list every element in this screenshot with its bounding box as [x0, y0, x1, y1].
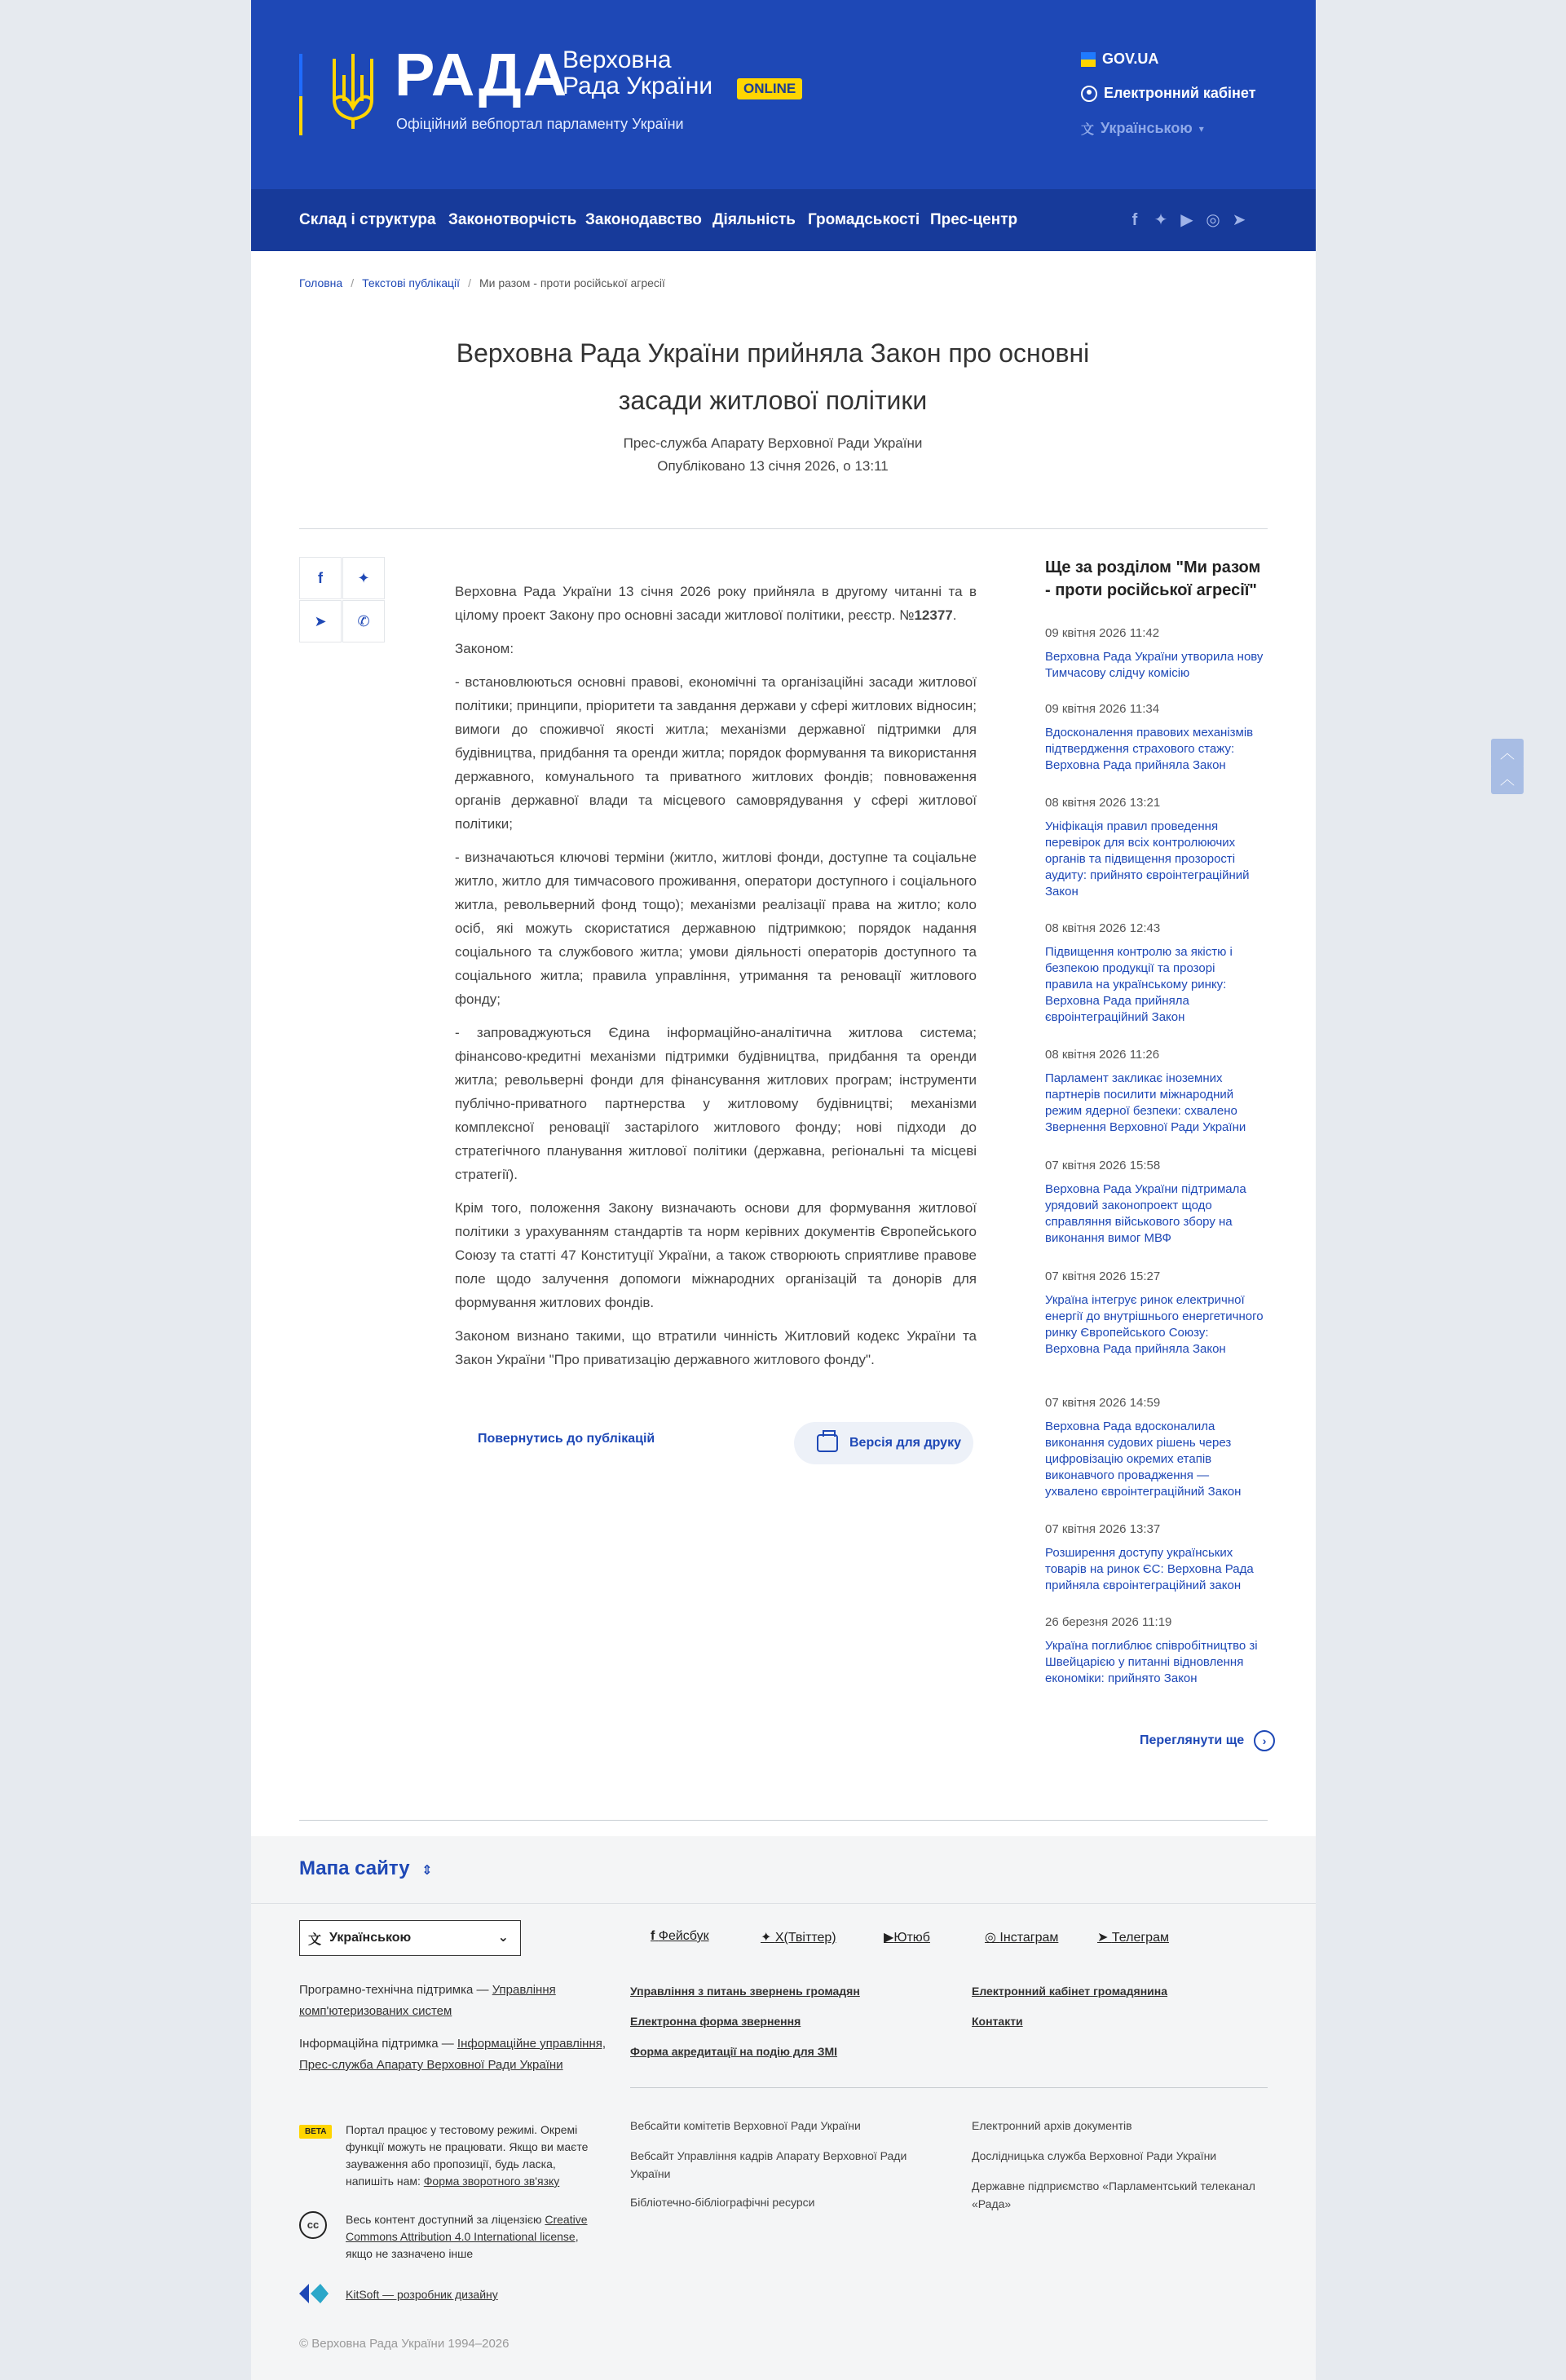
sidebar-news-item: [1045, 1269, 1265, 1358]
page-title: [365, 329, 1180, 424]
article-author: Прес-служба Апарату Верховної Ради України: [623, 435, 923, 451]
govua-flag-icon: [1081, 52, 1096, 67]
sidebar-news-date: 26 березня 2026 11:19: [1045, 1615, 1172, 1629]
chevron-down-icon: ⌄: [497, 1931, 509, 1945]
sidebar-news-item: [1045, 1047, 1265, 1136]
sidebar-news-link[interactable]: Вдосконалення правових механізмів підтвердження страхового стажу: Верховна Рада прийняла Закон: [1045, 726, 1254, 772]
trident-icon[interactable]: [328, 51, 378, 132]
sidebar-news-link[interactable]: Розширення доступу українських товарів на ринок ЄС: Верховна Рада прийняла євроінтеграційний закон: [1045, 1546, 1254, 1592]
sidebar-news-date: 08 квітня 2026 12:43: [1045, 921, 1161, 935]
footer-twitter-link[interactable]: ✦ X(Твіттер): [761, 1931, 836, 1945]
share-block: [299, 557, 386, 643]
sidebar-news-date: 07 квітня 2026 13:37: [1045, 1522, 1161, 1536]
govua-label: GOV.UA: [1102, 51, 1159, 67]
beta-badge: BETA: [299, 2125, 332, 2139]
sidebar-news-link[interactable]: Україна поглиблює співробітництво зі Швейцарією у питанні відновлення економіки: прийнято Закон: [1045, 1639, 1258, 1685]
sidebar-news-item: [1045, 625, 1265, 682]
info-support-link[interactable]: Інформаційне управління, Прес-служба Апарату Верховної Ради України: [299, 2037, 607, 2072]
telegram-icon[interactable]: ➤: [1232, 211, 1246, 229]
page: [251, 0, 1316, 2380]
divider: [251, 1903, 1316, 1904]
user-icon: [1081, 86, 1097, 102]
footer-link-committees[interactable]: Вебсайти комітетів Верховної Ради України: [630, 2119, 861, 2132]
youtube-icon[interactable]: ▶: [1180, 211, 1193, 229]
sitemap-label: Мапа сайту: [299, 1857, 410, 1879]
scroll-top-button[interactable]: ︿: [1491, 765, 1524, 794]
footer-language-label: Українською: [329, 1931, 412, 1945]
nav-item-activity[interactable]: Діяльність: [712, 211, 796, 228]
article-paragraph: - встановлюються основні правові, економічні та організаційні засади житлової політики; принципи, пріоритети та завдання держави у сфері житлових відносин; вимоги до споживчої якості житла; механізми державної підтримки для будівництва, придбання та оренди житла; порядок формування та використання державного, комунального та приватного житлових фондів; повноваження органів державної влади та місцевого самоврядування у сфері житлової політики;: [455, 674, 977, 832]
nav-item-press[interactable]: Прес-центр: [930, 211, 1018, 228]
arrow-right-icon: ›: [1254, 1730, 1275, 1751]
see-more-label: Переглянути ще: [1140, 1733, 1245, 1747]
license-link[interactable]: Creative Commons Attribution 4.0 International license: [346, 2213, 588, 2243]
sidebar-news-link[interactable]: Парламент закликає іноземних партнерів посилити міжнародний режим ядерної безпеки: схвалено Звернення Верховної Ради України: [1045, 1071, 1246, 1134]
footer-instagram-link[interactable]: ◎ Інстаграм: [985, 1931, 1059, 1945]
nav-item-structure[interactable]: Склад і структура: [299, 211, 436, 228]
cabinet-label: Електронний кабінет: [1104, 85, 1256, 101]
footer-link-hr[interactable]: Вебсайт Управління кадрів Апарату Верховної Ради України: [630, 2149, 907, 2180]
flag-stripe-yellow: [299, 96, 302, 135]
footer-link-contacts[interactable]: Контакти: [972, 2015, 1023, 2028]
divider: [299, 528, 1268, 529]
sidebar-news-date: 07 квітня 2026 15:27: [1045, 1269, 1161, 1283]
site-header: [251, 0, 1316, 189]
tech-support-link[interactable]: Управління комп'ютеризованих систем: [299, 1983, 556, 2018]
sitemap-toggle[interactable]: [299, 1857, 433, 1880]
logo-title-line1: Верховна: [562, 46, 672, 73]
share-twitter-icon[interactable]: ✦: [342, 557, 385, 599]
breadcrumb-home[interactable]: Головна: [299, 276, 343, 289]
creative-commons-icon: cc: [299, 2211, 327, 2239]
tech-support-text: Програмно-технічна підтримка — Управління комп'ютеризованих систем: [299, 1983, 556, 2018]
share-telegram-icon[interactable]: ➤: [299, 600, 342, 642]
footer-link-archive[interactable]: Електронний архів документів: [972, 2119, 1132, 2132]
sidebar-news-item: [1045, 1158, 1265, 1247]
sidebar-news-link[interactable]: Верховна Рада України утворила нову Тимчасову слідчу комісію: [1045, 650, 1264, 680]
sidebar-news-link[interactable]: Верховна Рада України підтримала урядовий законопроект щодо справляння військового збору на виконання вимог МВФ: [1045, 1182, 1246, 1245]
nav-item-legislation[interactable]: Законодавство: [585, 211, 702, 228]
footer-link-tv[interactable]: Державне підприємство «Парламентський телеканал «Рада»: [972, 2179, 1255, 2210]
footer-link-research[interactable]: Дослідницька служба Верховної Ради України: [972, 2149, 1217, 2162]
sidebar-news-date: 09 квітня 2026 11:42: [1045, 626, 1160, 640]
language-icon: 文: [308, 1932, 322, 1947]
sidebar-news-link[interactable]: Підвищення контролю за якістю і безпекою продукції та прозорі правила на українському ринку: Верховна Рада прийняла євроінтеграційний Закон: [1045, 945, 1233, 1024]
sidebar-news-link[interactable]: Уніфікація правил проведення перевірок для всіх контролюючих органів та підвищення прозорості аудиту: прийнято євроінтеграційний Закон: [1045, 819, 1250, 899]
print-button[interactable]: [794, 1422, 973, 1464]
article-paragraph: Крім того, положення Закону визначають основи для формування житлової політики з урахуванням стандартів та норм керівних документів Європейського Союзу та статті 47 Конституції України, а також створюють сприятливе правове поле щодо залучення допомоги міжнародних організацій та донорів для формування житлових фондів.: [455, 1200, 977, 1310]
footer-youtube-link[interactable]: ▶Ютюб: [884, 1931, 930, 1945]
article-paragraph: - запроваджуються Єдина інформаційно-аналітична житлова система; фінансово-кредитні механізми підтримки будівництва, придбання та оренди житла; револьверні фонди для фінансування житлових програм; інструменти публічно-приватного партнерства у житловому будівництві; механізми комплексної реновації застарілого житлового фонду; нові підходи до стратегічного планування житлової політики (державна, регіональні та місцеві стратегії).: [455, 1025, 977, 1182]
logo-rada[interactable]: РАДА: [395, 41, 569, 108]
sidebar-news-date: 08 квітня 2026 11:26: [1045, 1048, 1160, 1062]
language-switcher[interactable]: [1081, 119, 1204, 138]
footer-link-appeals[interactable]: Управління з питань звернень громадян: [630, 1985, 860, 1998]
article-meta: [365, 432, 1180, 478]
copyright: © Верховна Рада України 1994–2026: [299, 2337, 510, 2351]
sidebar-news-item: [1045, 1521, 1265, 1594]
info-support-text: Інформаційна підтримка — Інформаційне управління, Прес-служба Апарату Верховної Ради України: [299, 2037, 607, 2072]
language-icon: 文: [1081, 123, 1095, 137]
logo-title-line2: Рада України: [562, 73, 713, 99]
footer-facebook-link[interactable]: f Фейсбук: [651, 1929, 709, 1943]
sidebar-news-item: [1045, 701, 1265, 774]
breadcrumb-publications[interactable]: Текстові публікації: [362, 276, 461, 289]
print-label: Версія для друку: [849, 1436, 961, 1450]
sidebar-title: Ще за розділом "Ми разом - проти російської агресії": [1045, 559, 1261, 599]
sidebar-news-date: 09 квітня 2026 11:34: [1045, 702, 1160, 716]
article-paragraph: Верховна Рада України 13 січня 2026 року прийняла в другому читанні та в цілому проект Закону про основні засади житлової політики, реєстр. №12377.: [455, 584, 977, 623]
scroll-up-button[interactable]: ︿: [1491, 739, 1524, 768]
nav-item-public[interactable]: Громадськості: [808, 211, 920, 228]
printer-icon: [817, 1434, 838, 1452]
sidebar-news-date: 07 квітня 2026 14:59: [1045, 1396, 1161, 1410]
caret-down-icon: ▾: [1198, 122, 1204, 135]
breadcrumb-current: Ми разом - проти російської агресії: [479, 276, 665, 289]
sidebar-news-link[interactable]: Україна інтегрує ринок електричної енергії до внутрішнього енергетичного ринку Європейського Союзу: Верховна Рада прийняла Закон: [1045, 1293, 1264, 1356]
footer-telegram-link[interactable]: ➤ Телеграм: [1097, 1931, 1169, 1945]
sidebar-news-item: [1045, 921, 1265, 1026]
sidebar-news-date: 07 квітня 2026 15:58: [1045, 1159, 1161, 1172]
breadcrumb: Головна / Текстові публікації / Ми разом - проти російської агресії: [299, 276, 665, 289]
sidebar-news-link[interactable]: Верховна Рада вдосконалила виконання судових рішень через цифровізацію окремих етапів виконавчого провадження — ухвалено євроінтеграційний Закон: [1045, 1420, 1242, 1499]
see-more-link[interactable]: [1140, 1730, 1275, 1751]
page-title-line1: Верховна Рада України прийняла Закон про основні: [456, 338, 1090, 368]
article-body: [455, 580, 977, 1381]
kitsoft-logo-icon: [299, 2281, 329, 2306]
divider: [630, 2087, 1268, 2088]
article-paragraph: Законом визнано такими, що втратили чинність Житловий кодекс України та Закон України "Про приватизацію державного житлового фонду".: [455, 1328, 977, 1367]
sidebar-news-item: [1045, 795, 1265, 900]
kitsoft-link[interactable]: KitSoft — розробник дизайну: [346, 2288, 498, 2301]
nav-item-lawmaking[interactable]: Законотворчість: [448, 211, 577, 228]
divider: [299, 1820, 1268, 1821]
article-paragraph: - визначаються ключові терміни (житло, житлові фонди, доступне та соціальне житло, житло для тимчасового проживання, оператори доступного і соціального житла, револьверний фонд тощо); механізми реалізації права на житло; коло осіб, які можуть скористатися державною підтримкою; порядок надання соціального та службового житла; умови діяльності операторів доступного та соціального житла; правила управління, утримання та реновації житлового фонду;: [455, 850, 977, 1007]
sidebar-news-item: [1045, 1614, 1265, 1687]
footer-link-accreditation[interactable]: Форма акредитації на подію для ЗМІ: [630, 2045, 838, 2058]
sidebar-news-item: [1045, 1395, 1265, 1500]
license-note: Весь контент доступний за ліцензією Creative Commons Attribution 4.0 International license, якщо не зазначено інше: [346, 2213, 588, 2260]
facebook-icon[interactable]: f: [1131, 211, 1138, 229]
online-badge: ONLINE: [737, 78, 802, 99]
article-paragraph: Законом:: [455, 641, 514, 656]
footer-language-select[interactable]: [299, 1920, 521, 1956]
share-facebook-icon[interactable]: f: [299, 557, 342, 599]
govua-link[interactable]: [1081, 51, 1158, 68]
sidebar-news-date: 08 квітня 2026 13:21: [1045, 796, 1161, 810]
article-published: Опубліковано 13 січня 2026, о 13:11: [657, 458, 889, 474]
cabinet-link[interactable]: [1081, 85, 1256, 102]
footer-link-e-appeal[interactable]: Електронна форма звернення: [630, 2015, 801, 2028]
flag-stripe-blue: [299, 54, 302, 96]
back-to-publications-link[interactable]: Повернутись до публікацій: [478, 1432, 655, 1446]
footer-link-library[interactable]: Бібліотечно-бібліографічні ресурси: [630, 2196, 815, 2209]
tagline: Офіційний вебпортал парламенту України: [396, 116, 684, 132]
share-whatsapp-icon[interactable]: ✆: [342, 600, 385, 642]
main-nav: [251, 189, 1316, 251]
beta-note: Портал працює у тестовому режимі. Окремі функції можуть не працювати. Якщо ви маєте зауваження або пропозиції, будь ласка, напишіть нам: Форма зворотного зв'язку: [346, 2123, 589, 2188]
footer-link-cabinet[interactable]: Електронний кабінет громадянина: [972, 1985, 1168, 1998]
language-label: Українською: [1101, 120, 1193, 136]
twitter-icon[interactable]: ✦: [1154, 211, 1168, 229]
expand-icon: ⇕: [421, 1864, 433, 1878]
instagram-icon[interactable]: ◎: [1206, 211, 1220, 229]
feedback-form-link[interactable]: Форма зворотного зв'язку: [423, 2175, 560, 2188]
bill-number[interactable]: 12377: [914, 607, 953, 623]
site-footer: [251, 1836, 1316, 2380]
page-title-line2: засади житлової політики: [618, 386, 928, 415]
